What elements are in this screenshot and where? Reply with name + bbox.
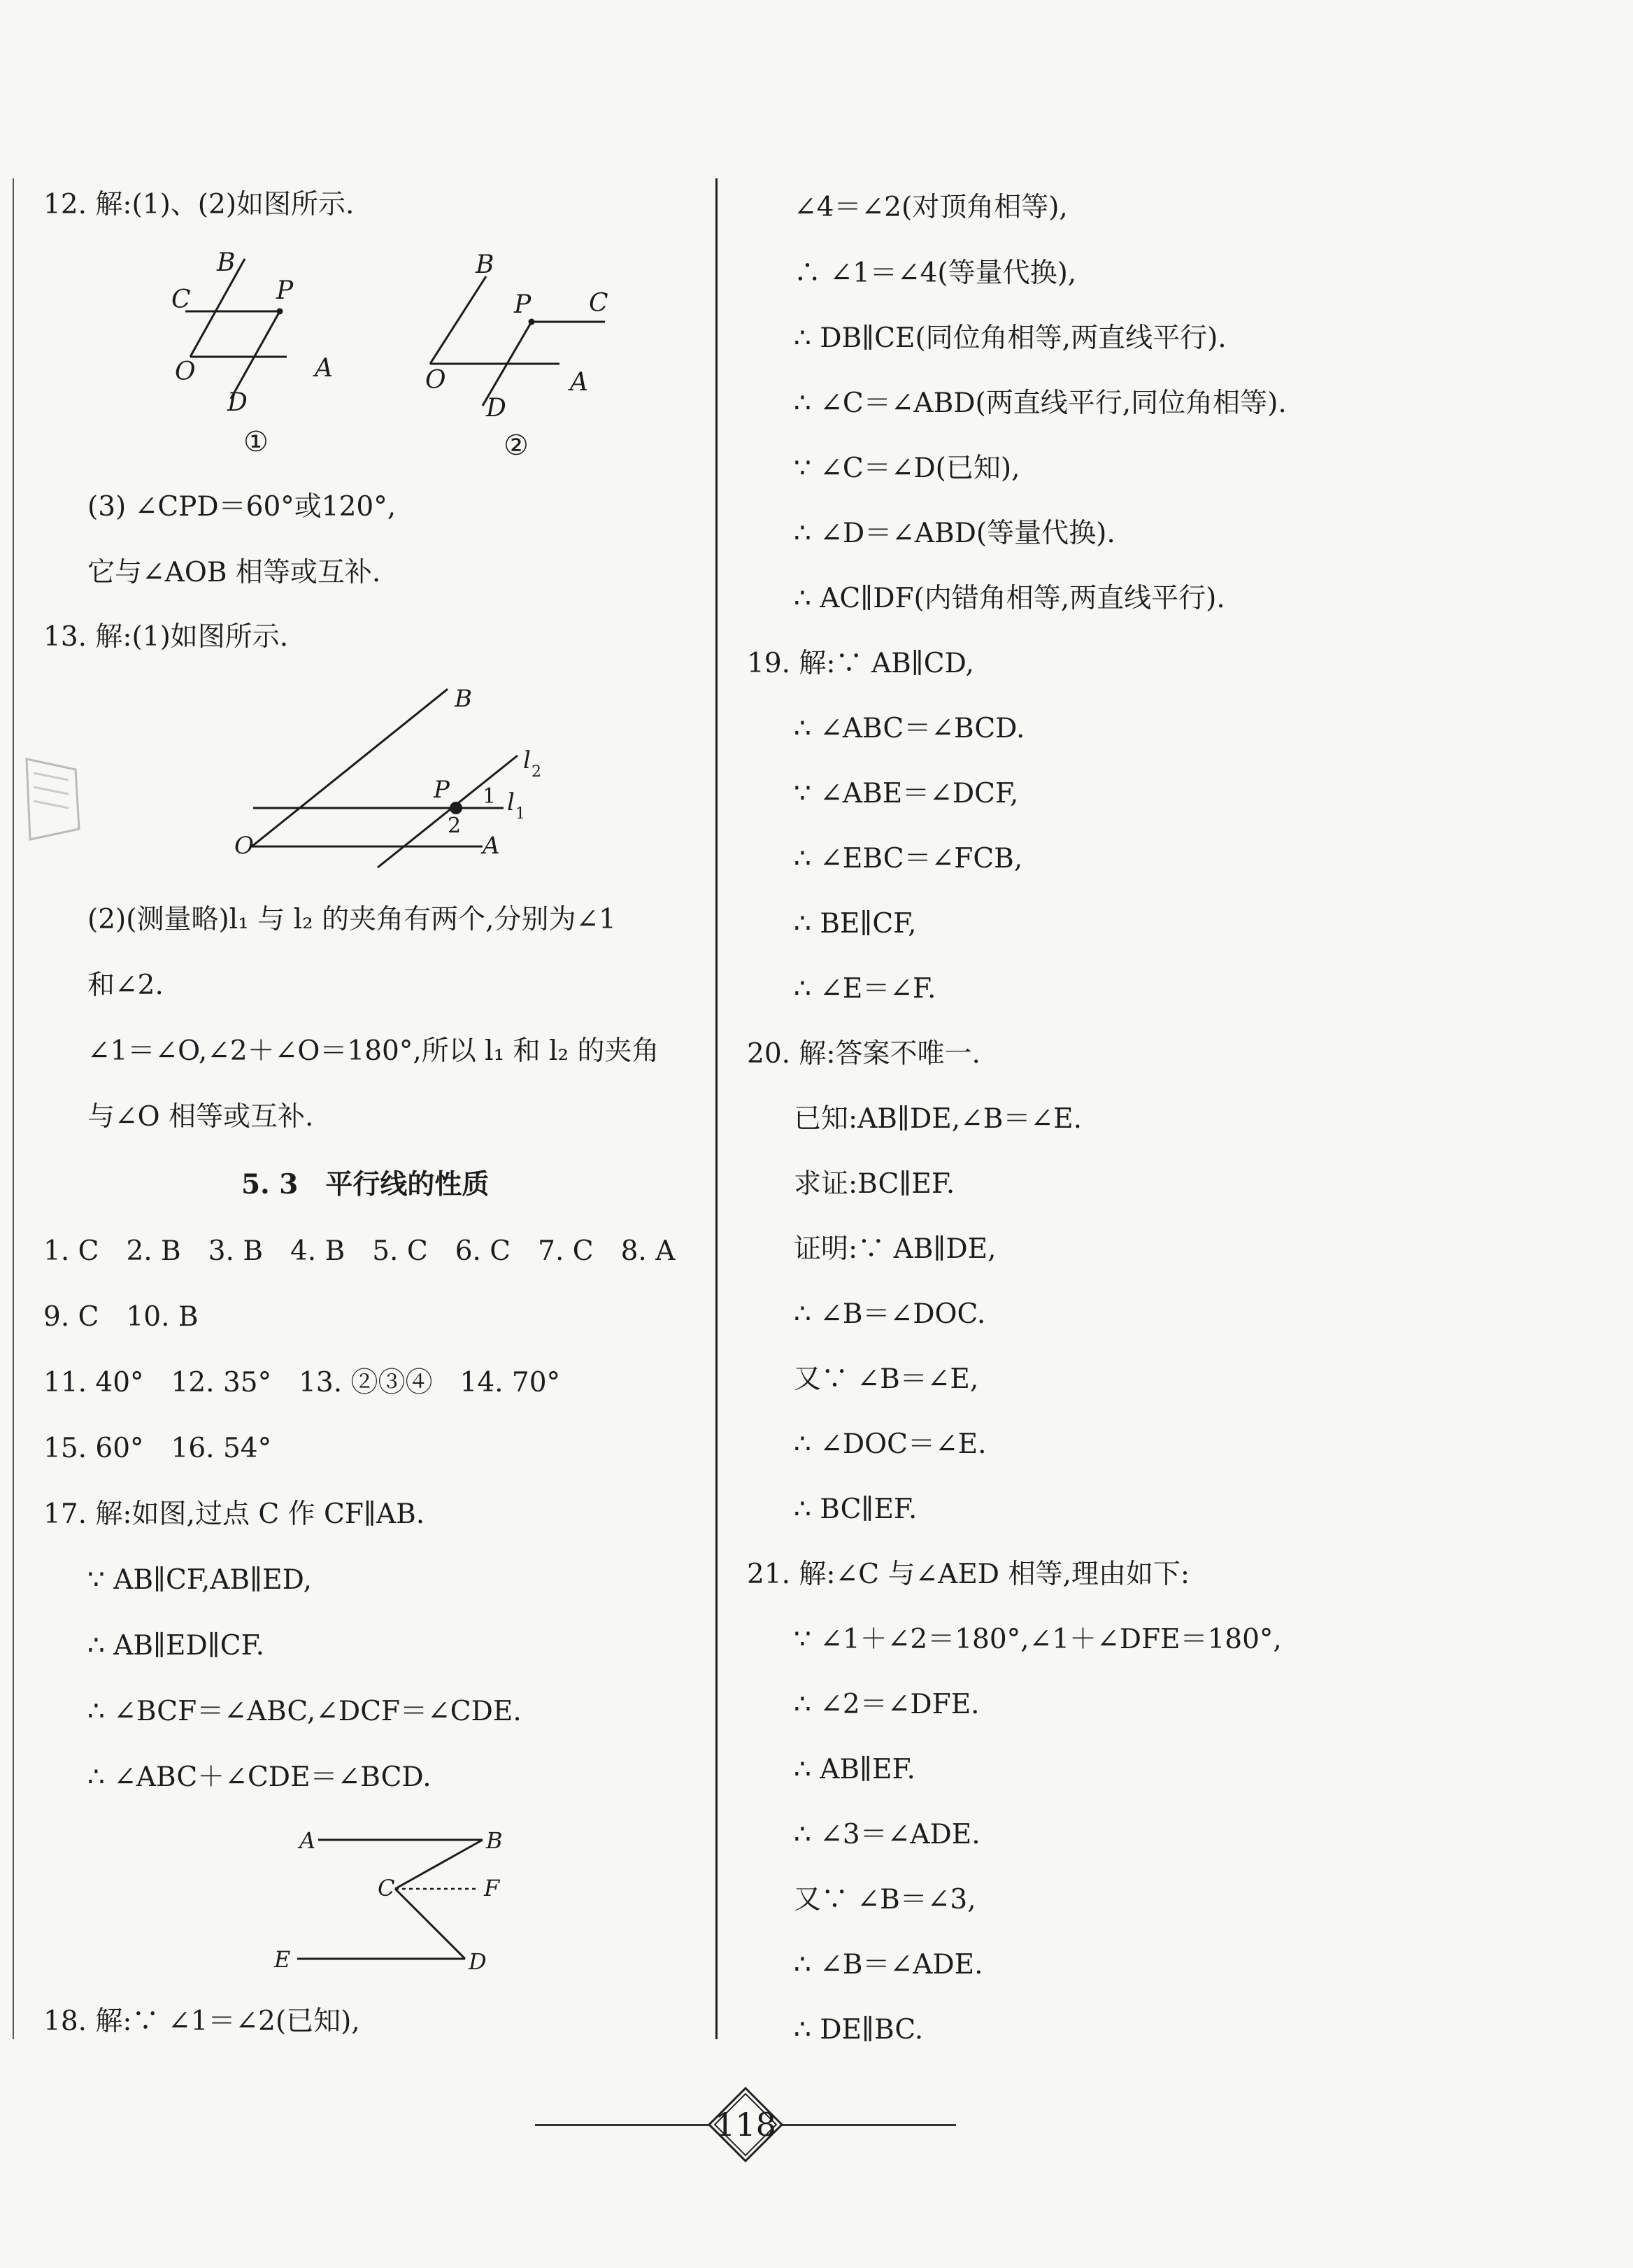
q17-step-2: ∴ AB∥ED∥CF. bbox=[87, 1630, 265, 1661]
figure-12 bbox=[161, 248, 636, 458]
fig12-1-label-d: D bbox=[227, 388, 248, 417]
fig12-2-label-a: A bbox=[570, 368, 588, 397]
figure-17 bbox=[266, 1819, 518, 1987]
q21-step-6: ∴ ∠B＝∠ADE. bbox=[794, 1949, 983, 1980]
page-number: 118 bbox=[715, 2106, 776, 2143]
fig12-2-label-d: D bbox=[486, 394, 506, 423]
q19-step-1: ∴ ∠ABC＝∠BCD. bbox=[794, 713, 1025, 744]
q17-heading: 17. 解:如图,过点 C 作 CF∥AB. bbox=[43, 1498, 425, 1530]
fig17-label-f: F bbox=[484, 1875, 500, 1901]
q13-part2-cont: 和∠2. bbox=[87, 970, 164, 1001]
q18-heading: 18. 解:∵ ∠1＝∠2(已知), bbox=[43, 2006, 360, 2037]
q21-step-1: ∵ ∠1＋∠2＝180°,∠1＋∠DFE＝180°, bbox=[794, 1624, 1282, 1655]
figure-12-1 bbox=[185, 259, 287, 399]
fig13-label-b: B bbox=[455, 685, 472, 713]
fig12-2-line-bo bbox=[430, 276, 486, 364]
fig13-label-p: P bbox=[434, 776, 450, 804]
q20-heading: 20. 解:答案不唯一. bbox=[747, 1038, 980, 1070]
column-divider bbox=[715, 178, 718, 2039]
fig12-2-label-c: C bbox=[589, 289, 608, 318]
fig17-label-c: C bbox=[378, 1875, 395, 1901]
fig13-angle-1: 1 bbox=[483, 784, 497, 809]
q21-step-3: ∴ AB∥EF. bbox=[794, 1754, 915, 1785]
q18-step-4: ∴ DB∥CE(同位角相等,两直线平行). bbox=[794, 323, 1227, 354]
q21-step-2: ∴ ∠2＝∠DFE. bbox=[794, 1689, 980, 1720]
q13-heading: 13. 解:(1)如图所示. bbox=[43, 621, 289, 653]
q17-step-1: ∵ AB∥CF,AB∥ED, bbox=[87, 1564, 312, 1596]
q20-proof-2: ∴ ∠B＝∠DOC. bbox=[794, 1298, 986, 1330]
section-title: 5. 3 平行线的性质 bbox=[241, 1168, 490, 1200]
q17-step-4: ∴ ∠ABC＋∠CDE＝∠BCD. bbox=[87, 1762, 432, 1793]
q21-step-5: 又∵ ∠B＝∠3, bbox=[794, 1884, 976, 1915]
q19-step-3: ∴ ∠EBC＝∠FCB, bbox=[794, 843, 1023, 874]
fig17-line-bc bbox=[395, 1840, 483, 1889]
answers-row-3: 11. 40° 12. 35° 13. ②③④ 14. 70° bbox=[43, 1367, 561, 1398]
answers-row-4: 15. 60° 16. 54° bbox=[43, 1433, 272, 1464]
q12-heading: 12. 解:(1)、(2)如图所示. bbox=[43, 189, 355, 220]
answers-row-2: 9. C 10. B bbox=[43, 1301, 199, 1333]
q20-proof-4: ∴ ∠DOC＝∠E. bbox=[794, 1429, 987, 1460]
fig13-line-ob bbox=[252, 689, 448, 846]
fig13-label-o: O bbox=[234, 832, 254, 860]
fig13-angle-2: 2 bbox=[448, 814, 462, 838]
fig13-label-l2-sub: 2 bbox=[532, 763, 541, 781]
fig17-label-a: A bbox=[299, 1827, 316, 1854]
fig13-point-p bbox=[450, 802, 462, 814]
q13-part2-conclusion: 与∠O 相等或互补. bbox=[87, 1101, 314, 1133]
q19-step-5: ∴ ∠E＝∠F. bbox=[794, 973, 936, 1005]
fig12-1-label-p: P bbox=[276, 276, 294, 305]
fig17-label-e: E bbox=[274, 1946, 291, 1973]
fig12-2-point-p bbox=[529, 319, 535, 325]
footer-rule-right bbox=[781, 2124, 956, 2126]
fig12-1-label-c: C bbox=[171, 285, 191, 314]
q21-heading: 21. 解:∠C 与∠AED 相等,理由如下: bbox=[747, 1559, 1190, 1590]
fig12-2-label-p: P bbox=[514, 290, 532, 319]
figure-13 bbox=[231, 679, 622, 881]
fig12-1-line-pd bbox=[231, 311, 280, 399]
fig12-2-label-b: B bbox=[476, 250, 494, 279]
fig12-2-label-o: O bbox=[425, 366, 446, 395]
q18-step-2: ∠4＝∠2(对顶角相等), bbox=[794, 192, 1068, 223]
q18-step-6: ∵ ∠C＝∠D(已知), bbox=[794, 453, 1020, 484]
q18-step-7: ∴ ∠D＝∠ABD(等量代换). bbox=[794, 518, 1115, 549]
fig13-label-l1: l bbox=[507, 788, 515, 816]
q19-heading: 19. 解:∵ AB∥CD, bbox=[747, 648, 974, 679]
left-margin-rule bbox=[13, 178, 14, 2039]
fig17-label-d: D bbox=[469, 1948, 487, 1975]
fig13-label-l1-sub: 1 bbox=[515, 805, 525, 823]
q20-proof-3: 又∵ ∠B＝∠E, bbox=[794, 1363, 979, 1395]
q12-part3-conclusion: 它与∠AOB 相等或互补. bbox=[87, 557, 381, 588]
q18-step-3: ∴ ∠1＝∠4(等量代换), bbox=[794, 257, 1077, 289]
q18-step-8: ∴ AC∥DF(内错角相等,两直线平行). bbox=[794, 583, 1225, 614]
q21-step-7: ∴ DE∥BC. bbox=[794, 2014, 924, 2046]
fig12-1-point-p bbox=[277, 309, 283, 315]
q20-given: 已知:AB∥DE,∠B＝∠E. bbox=[794, 1103, 1082, 1135]
q19-step-4: ∴ BE∥CF, bbox=[794, 908, 917, 940]
q13-part2-reason: ∠1＝∠O,∠2＋∠O＝180°,所以 l₁ 和 l₂ 的夹角 bbox=[87, 1035, 659, 1067]
q13-part2: (2)(测量略)l₁ 与 l₂ 的夹角有两个,分别为∠1 bbox=[87, 904, 616, 935]
fig12-2-caption: ② bbox=[504, 430, 529, 458]
q19-step-2: ∵ ∠ABE＝∠DCF, bbox=[794, 778, 1019, 809]
footer-rule-left bbox=[535, 2124, 710, 2126]
q20-proof-5: ∴ BC∥EF. bbox=[794, 1494, 918, 1525]
fig13-label-l2: l bbox=[523, 746, 531, 774]
fig12-1-label-b: B bbox=[217, 248, 236, 277]
fig13-label-a: A bbox=[483, 832, 500, 860]
q12-part3: (3) ∠CPD＝60°或120°, bbox=[87, 491, 397, 523]
q18-step-5: ∴ ∠C＝∠ABD(两直线平行,同位角相等). bbox=[794, 388, 1287, 419]
fig17-label-b: B bbox=[486, 1827, 503, 1854]
q21-step-4: ∴ ∠3＝∠ADE. bbox=[794, 1819, 980, 1850]
answers-row-1: 1. C 2. B 3. B 4. B 5. C 6. C 7. C 8. A bbox=[43, 1235, 676, 1267]
fig12-1-caption: ① bbox=[243, 426, 269, 458]
q20-proof-1: 证明:∵ AB∥DE, bbox=[794, 1233, 997, 1265]
fig17-line-cd bbox=[395, 1889, 465, 1959]
fig12-1-label-a: A bbox=[315, 354, 333, 383]
q20-prove: 求证:BC∥EF. bbox=[794, 1168, 955, 1200]
q17-step-3: ∴ ∠BCF＝∠ABC,∠DCF＝∠CDE. bbox=[87, 1696, 522, 1727]
fig12-1-label-o: O bbox=[175, 357, 196, 386]
stamp-mark bbox=[13, 745, 90, 850]
